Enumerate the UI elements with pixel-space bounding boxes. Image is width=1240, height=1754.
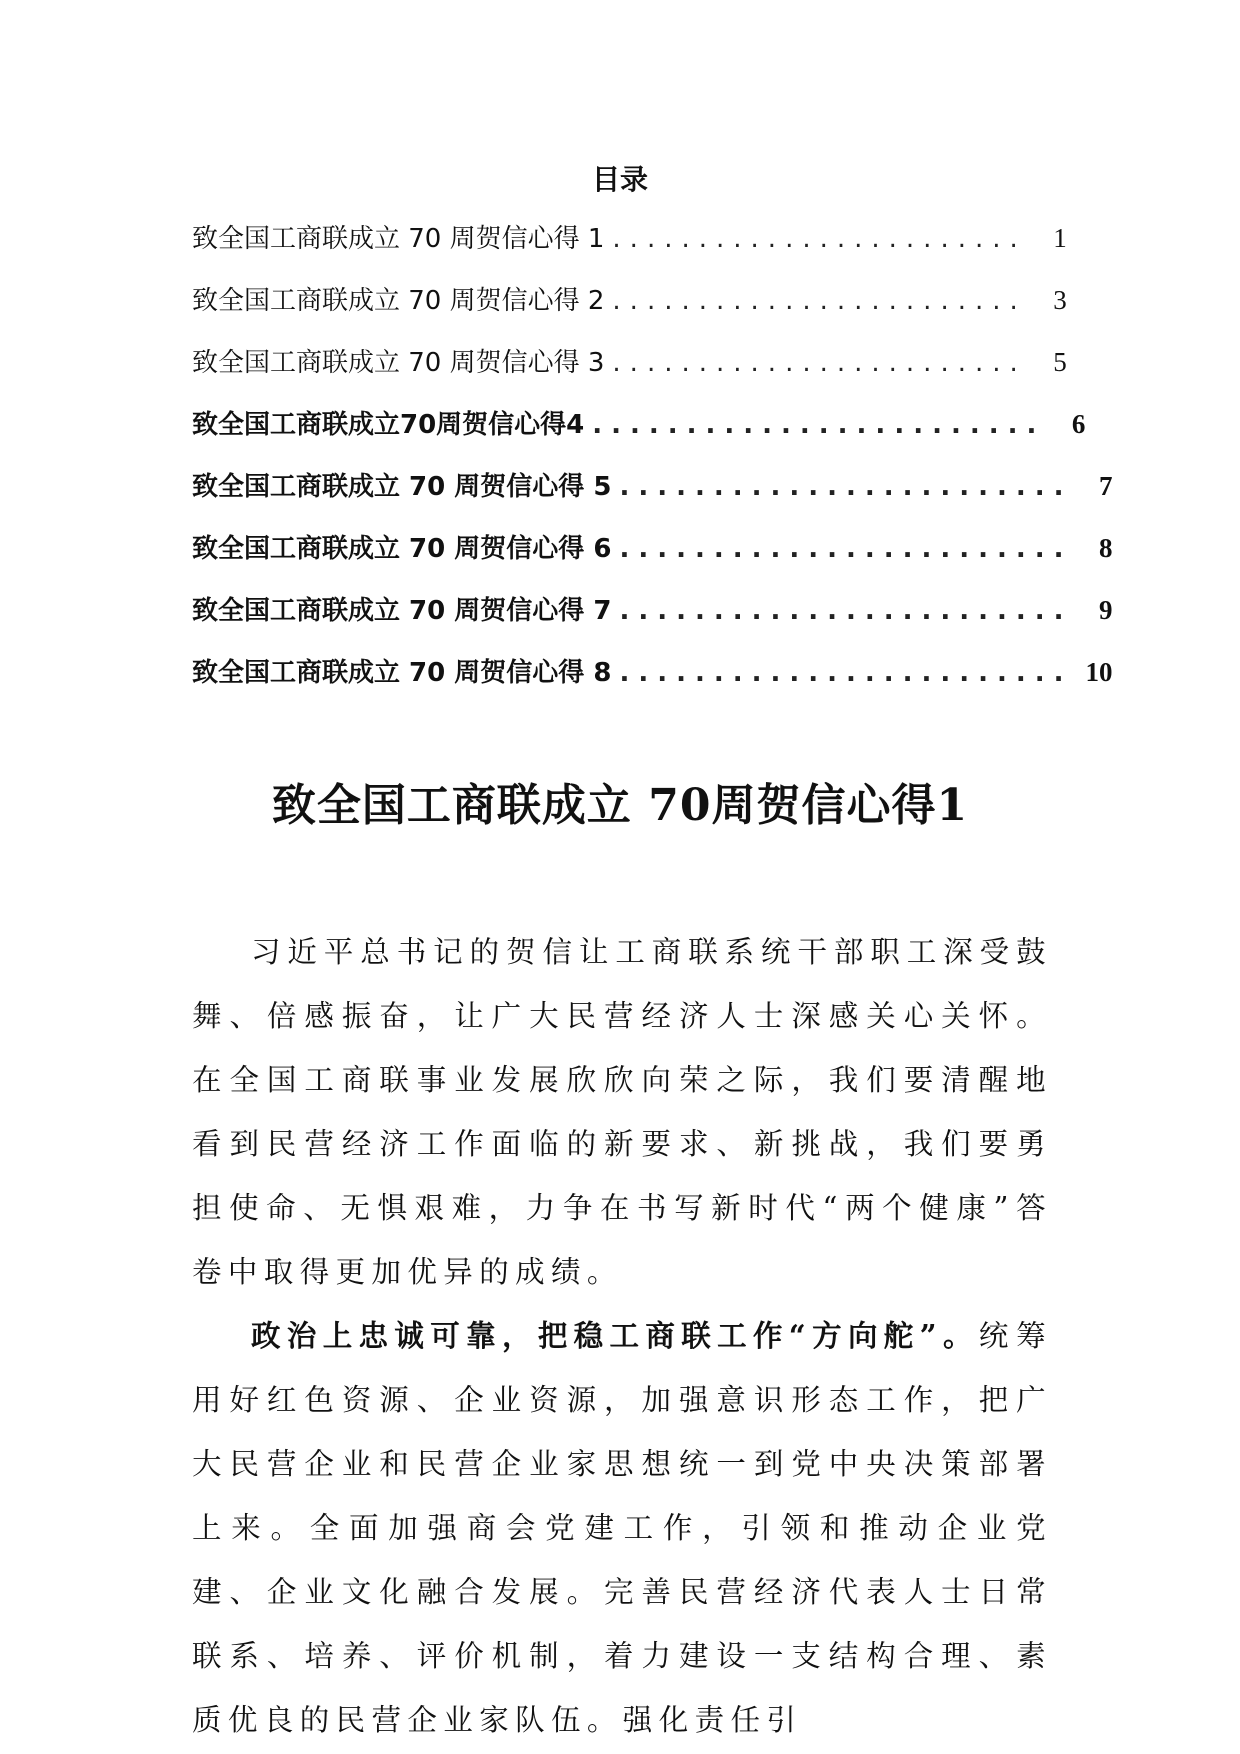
document-title: 致全国工商联成立 70周贺信心得1 [271,780,969,831]
toc-leader-dots: ........................ [612,348,1027,378]
paragraph-text: 习近平总书记的贺信让工商联系统干部职工深受鼓舞、倍感振奋，让广大民营经济人士深感关心关怀。在全国工商联事业发展欣欣向荣之际，我们要清醒地看到民营经济工作面临的新要求、新挑战，我们要勇担使命、无惧艰难，力争在书写新时代“两个健康”答卷中取得更加优异的成绩。 [192,935,1052,1289]
toc-leader-dots: ........................ [612,224,1027,254]
toc-title: 目录 [591,163,648,196]
toc-page-number: 7 [1098,471,1113,501]
table-of-contents [192,218,1113,714]
toc-entry-1[interactable] [192,218,1067,280]
toc-leader-dots: ........................ [619,534,1073,564]
toc-page-number: 3 [1053,285,1067,315]
paragraph-1 [192,920,1052,1304]
toc-leader-dots: ........................ [619,658,1073,688]
toc-page-number: 1 [1053,223,1067,253]
toc-entry-text: 致全国工商联成立 70 周贺信心得 3 [192,348,605,378]
toc-entry-8[interactable] [192,652,1113,714]
toc-entry-text: 致全国工商联成立 70 周贺信心得 6 [192,534,612,564]
toc-leader-dots: ........................ [612,286,1027,316]
toc-page-number: 10 [1085,657,1113,687]
toc-entry-6[interactable] [192,528,1113,590]
paragraph-text: 统筹用好红色资源、企业资源，加强意识形态工作，把广大民营企业和民营企业家思想统一到党中央决策部署上来。全面加强商会党建工作，引领和推动企业党建、企业文化融合发展。完善民营经济代表人士日常联系、培养、评价机制，着力建设一支结构合理、素质优良的民营企业家队伍。强化责任引 [192,1319,1052,1737]
toc-page-number: 6 [1071,409,1086,439]
toc-entry-7[interactable] [192,590,1113,652]
toc-entry-2[interactable] [192,280,1067,342]
paragraph-lead-heading: 政治上忠诚可靠，把稳工商联工作“方向舵”。 [251,1318,979,1353]
toc-leader-dots: ........................ [619,596,1073,626]
toc-entry-text: 致全国工商联成立 70 周贺信心得 2 [192,286,605,316]
document-body [192,920,1052,1752]
toc-entry-text: 致全国工商联成立 70 周贺信心得 7 [192,596,612,626]
toc-entry-4[interactable] [192,404,1086,466]
toc-entry-text: 致全国工商联成立70周贺信心得4 [192,410,585,440]
toc-page-number: 5 [1053,347,1067,377]
toc-entry-text: 致全国工商联成立 70 周贺信心得 1 [192,224,605,254]
toc-entry-text: 致全国工商联成立 70 周贺信心得 8 [192,658,612,688]
toc-leader-dots: ........................ [592,410,1046,440]
toc-leader-dots: ........................ [619,472,1073,502]
paragraph-2 [192,1304,1052,1752]
toc-page-number: 9 [1098,595,1113,625]
toc-entry-3[interactable] [192,342,1067,404]
toc-entry-text: 致全国工商联成立 70 周贺信心得 5 [192,472,612,502]
toc-page-number: 8 [1098,533,1113,563]
toc-entry-5[interactable] [192,466,1113,528]
